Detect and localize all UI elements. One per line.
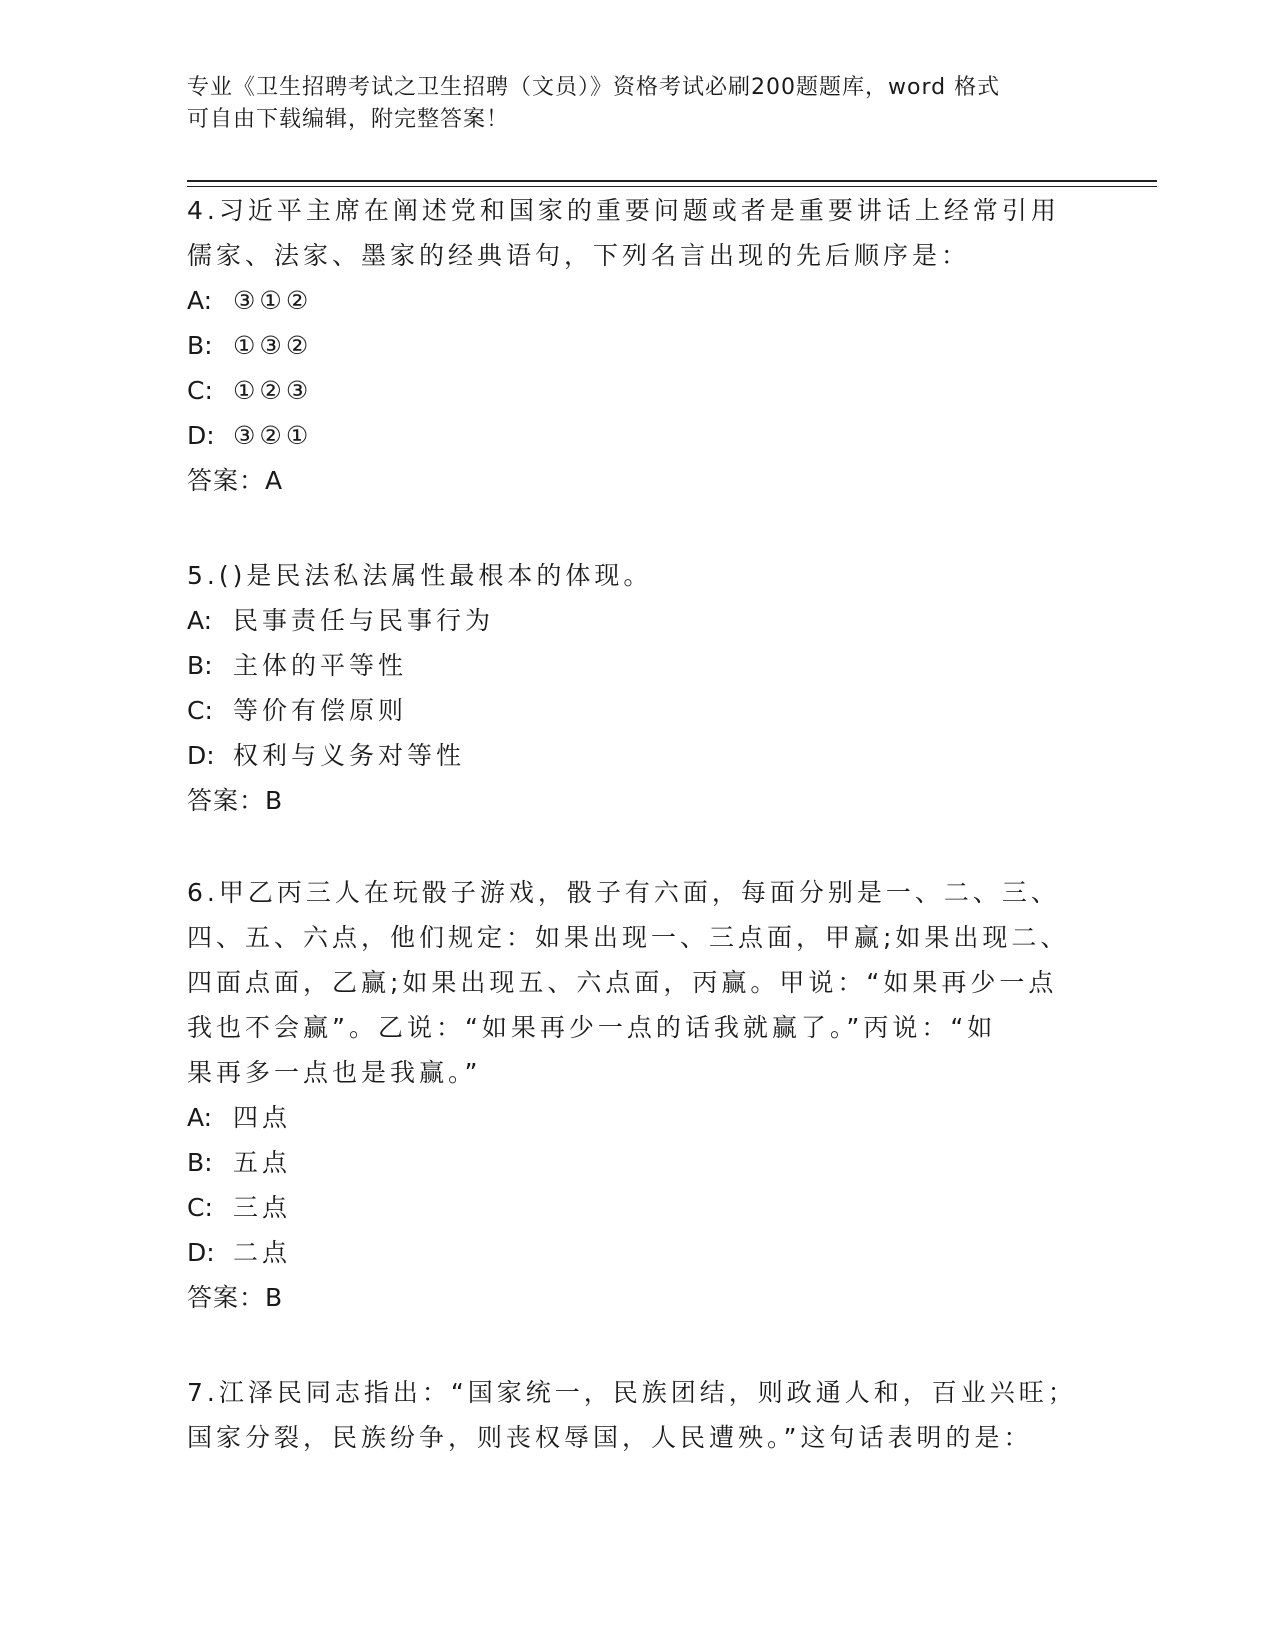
option-d bbox=[187, 733, 1087, 778]
option-key: C: bbox=[187, 696, 213, 725]
question-5 bbox=[187, 553, 1087, 823]
stem-line: 4.习近平主席在阐述党和国家的重要问题或者是重要讲话上经常引用 bbox=[187, 196, 1060, 225]
option-key: B: bbox=[187, 331, 213, 360]
option-text: ③②① bbox=[233, 421, 313, 450]
option-key: A: bbox=[187, 1103, 213, 1132]
stem-line: 四面点面，乙赢;如果出现五、六点面，丙赢。甲说：“如果再少一点 bbox=[187, 968, 1058, 997]
answer: 答案：A bbox=[187, 466, 284, 495]
option-text: 四点 bbox=[233, 1103, 292, 1132]
question-6 bbox=[187, 870, 1087, 1320]
option-text: ③①② bbox=[233, 286, 313, 315]
header-line-1: 专业《卫生招聘考试之卫生招聘（文员）》资格考试必刷200题题库，word 格式 bbox=[187, 75, 1001, 100]
option-d bbox=[187, 413, 1087, 458]
option-key: D: bbox=[187, 1238, 215, 1267]
option-b bbox=[187, 1140, 1087, 1185]
option-text: 权利与义务对等性 bbox=[233, 741, 466, 770]
option-text: 民事责任与民事行为 bbox=[233, 606, 495, 635]
stem-line: 我也不会赢”。乙说：“如果再少一点的话我就赢了。”丙说：“如 bbox=[187, 1013, 997, 1042]
stem-line: 四、五、六点，他们规定：如果出现一、三点面，甲赢;如果出现二、 bbox=[187, 923, 1070, 952]
option-d bbox=[187, 1230, 1087, 1275]
option-text: 二点 bbox=[233, 1238, 292, 1267]
document-header bbox=[187, 72, 1067, 136]
option-c bbox=[187, 688, 1087, 733]
option-a bbox=[187, 598, 1087, 643]
option-a bbox=[187, 1095, 1087, 1140]
question-stem bbox=[187, 870, 1087, 1095]
option-text: 五点 bbox=[233, 1148, 292, 1177]
option-key: C: bbox=[187, 1193, 213, 1222]
option-key: B: bbox=[187, 1148, 213, 1177]
option-text: 主体的平等性 bbox=[233, 651, 408, 680]
option-text: ①③② bbox=[233, 331, 313, 360]
option-text: ①②③ bbox=[233, 376, 313, 405]
header-line-2: 可自由下载编辑，附完整答案！ bbox=[187, 107, 510, 132]
option-b bbox=[187, 643, 1087, 688]
stem-line: 6.甲乙丙三人在玩骰子游戏，骰子有六面，每面分别是一、二、三、 bbox=[187, 878, 1060, 907]
option-key: D: bbox=[187, 421, 215, 450]
option-key: C: bbox=[187, 376, 213, 405]
option-text: 等价有偿原则 bbox=[233, 696, 408, 725]
option-text: 三点 bbox=[233, 1193, 292, 1222]
option-key: D: bbox=[187, 741, 215, 770]
option-a bbox=[187, 278, 1087, 323]
option-key: A: bbox=[187, 606, 213, 635]
header-divider-thick bbox=[187, 180, 1157, 182]
option-b bbox=[187, 323, 1087, 368]
option-key: A: bbox=[187, 286, 213, 315]
question-stem bbox=[187, 188, 1087, 278]
option-c bbox=[187, 1185, 1087, 1230]
stem-line: 果再多一点也是我赢。” bbox=[187, 1058, 482, 1087]
answer: 答案：B bbox=[187, 786, 284, 815]
stem-line: 国家分裂，民族纷争，则丧权辱国，人民遭殃。”这句话表明的是： bbox=[187, 1423, 1033, 1452]
option-c bbox=[187, 368, 1087, 413]
question-4 bbox=[187, 188, 1087, 503]
stem-line: 5.()是民法私法属性最根本的体现。 bbox=[187, 561, 653, 590]
answer: 答案：B bbox=[187, 1283, 284, 1312]
header-divider-thin bbox=[187, 186, 1157, 187]
stem-line: 儒家、法家、墨家的经典语句，下列名言出现的先后顺序是： bbox=[187, 241, 971, 270]
question-stem bbox=[187, 1370, 1087, 1460]
question-stem bbox=[187, 553, 1087, 598]
question-7 bbox=[187, 1370, 1087, 1460]
option-key: B: bbox=[187, 651, 213, 680]
stem-line: 7.江泽民同志指出：“国家统一，民族团结，则政通人和，百业兴旺； bbox=[187, 1378, 1077, 1407]
